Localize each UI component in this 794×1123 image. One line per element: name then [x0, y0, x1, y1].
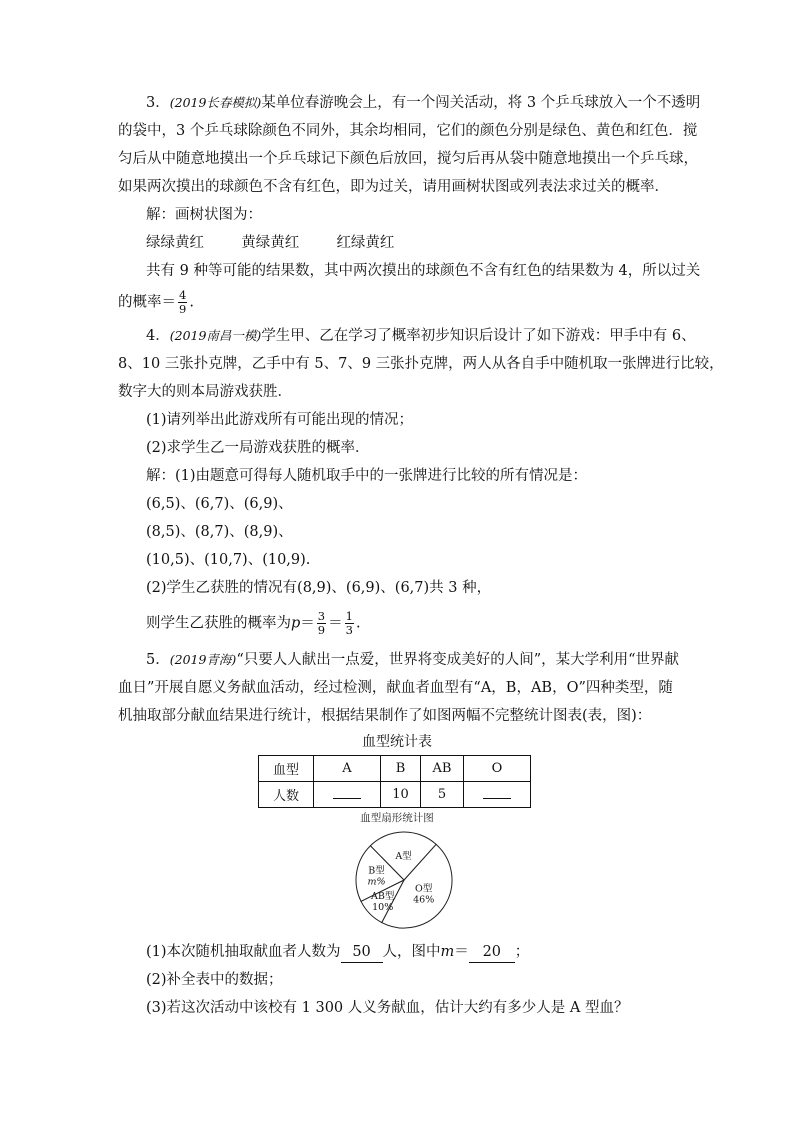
q5-answer-count: 50 [341, 942, 383, 963]
table-header-cell: A [314, 756, 381, 782]
q3-probability-fraction [178, 289, 187, 316]
q5-number: 5． [146, 652, 170, 668]
table-header-row [259, 756, 531, 782]
q3-text-1: 某单位春游晚会上，有一个闯关活动，将 3 个乒乓球放入一个不透明 [261, 95, 701, 111]
q5-sub-1-suffix: ； [514, 944, 530, 960]
q3-fraction-numerator: 4 [179, 288, 187, 302]
table-cell-ab: 5 [421, 782, 464, 808]
q4-equals-2: ＝ [328, 615, 343, 632]
q3-prob-suffix: . [189, 294, 194, 311]
table-row-label: 人数 [259, 782, 314, 808]
blank-a [333, 786, 361, 799]
q5-sub-2: (2)补全表中的数据； [146, 972, 283, 988]
q4-fraction-2-numerator: 1 [345, 609, 353, 623]
q5-sub-1 [146, 942, 529, 963]
q4-fraction-1 [317, 610, 326, 637]
q4-line-2: 8、10 三张扑克牌，乙手中有 5、7、9 三张扑克牌，两人从各自手中随机取一张牌进行比较， [118, 356, 724, 372]
q3-line-4: 如果两次摸出的球颜色不含有红色，即为过关，请用画树状图或列表法求过关的概率． [118, 179, 669, 195]
table-data-row [259, 782, 531, 808]
q4-case-row-3: (10,5)、(10,7)、(10,9). [146, 552, 311, 568]
table-title: 血型统计表 [362, 734, 432, 750]
q4-solution-1: 解：(1)由题意可得每人随机取手中的一张牌进行比较的所有情况是： [146, 468, 588, 484]
q3-fraction-denominator: 9 [179, 302, 187, 316]
pie-slice-name: O型 [415, 883, 433, 895]
pie-slice-name: A型 [395, 851, 412, 862]
q4-fraction-1-denominator: 9 [317, 623, 326, 637]
blood-type-table [258, 755, 531, 808]
q4-solution-2: (2)学生乙获胜的情况有(8,9)、(6,9)、(6,7)共 3 种， [146, 580, 492, 596]
q4-prob-prefix: 则学生乙获胜的概率为 [146, 615, 291, 632]
q4-case-row-1: (6,5)、(6,7)、(6,9)、 [146, 496, 293, 512]
tree-branch-3: 红绿黄红 [336, 235, 395, 251]
q4-line-1 [146, 326, 696, 346]
q5-sub-1-prefix: (1)本次随机抽取献血者人数为 [146, 944, 341, 960]
q4-p-symbol: p [291, 615, 301, 632]
pie-title: 血型扇形统计图 [360, 812, 434, 824]
q3-source: (2019长春模拟) [169, 95, 262, 110]
table-header-cell: 血型 [259, 756, 314, 782]
q4-prob-suffix: . [355, 615, 361, 632]
q3-result-line-2 [118, 289, 194, 316]
tree-branch-2: 黄绿黄红 [241, 235, 300, 251]
tree-branch-1: 绿绿黄红 [146, 235, 204, 251]
table-cell-o [464, 782, 531, 808]
q4-number: 4． [146, 328, 170, 344]
q5-text-1: “只要人人献出一点爱，世界将变成美好的人间”，某大学利用“世界献 [236, 652, 680, 668]
table-header-cell: O [464, 756, 531, 782]
q3-prob-prefix: 的概率＝ [118, 294, 176, 311]
q4-text-1: 学生甲、乙在学习了概率初步知识后设计了如下游戏：甲手中有 6、 [261, 328, 696, 344]
q3-tree-diagram [146, 233, 394, 253]
q4-case-row-2: (8,5)、(8,7)、(8,9)、 [146, 524, 293, 540]
pie-slice-name: AB型 [371, 890, 395, 902]
q3-line-2: 的袋中，3 个乒乓球除颜色不同外，其余均相同，它们的颜色分别是绿色、黄色和红色．搅 [118, 123, 698, 139]
pie-slice-percent: 10% [372, 901, 394, 913]
q5-source: (2019青海) [169, 652, 237, 667]
q4-solution-3 [146, 610, 361, 637]
q4-equals-1: ＝ [300, 615, 315, 632]
q5-line-1 [146, 650, 679, 670]
q5-sub-1-mid: 人，图中 [382, 944, 441, 960]
q5-line-2: 血日”开展自愿义务献血活动，经过检测，献血者血型有“A，B，AB，O”四种类型，随 [118, 680, 673, 696]
q4-part-2: (2)求学生乙一局游戏获胜的概率． [146, 440, 370, 456]
q5-sub-3: (3)若这次活动中该校有 1 300 人义务献血，估计大约有多少人是 A 型血？ [146, 1000, 629, 1016]
table-cell-b: 10 [381, 782, 421, 808]
q3-solution-label: 解：画树状图为： [146, 207, 262, 223]
table-cell-a [314, 782, 381, 808]
table-header-cell: AB [421, 756, 464, 782]
pie-slice-percent: 46% [413, 894, 435, 906]
q4-fraction-1-numerator: 3 [317, 609, 326, 623]
q4-fraction-2 [345, 610, 354, 637]
pie-slice-percent: m% [367, 876, 386, 888]
q5-line-3: 机抽取部分献血结果进行统计，根据结果制作了如图两幅不完整统计图表(表，图)： [118, 708, 652, 724]
q5-equals: ＝ [454, 944, 469, 960]
q4-line-3: 数字大的则本局游戏获胜． [118, 384, 292, 400]
q3-line-1 [146, 93, 700, 113]
pie-slice-name: B型 [368, 865, 385, 877]
blank-o [483, 786, 511, 799]
q4-part-1: (1)请列举出此游戏所有可能出现的情况； [146, 412, 414, 428]
q4-fraction-2-denominator: 3 [345, 623, 353, 637]
blood-type-pie-chart [340, 820, 470, 940]
q3-result-line-1: 共有 9 种等可能的结果数，其中两次摸出的球颜色不含有红色的结果数为 4，所以过关 [146, 263, 701, 279]
q3-line-3: 匀后从中随意地摸出一个乒乓球记下颜色后放回，搅匀后再从袋中随意地摸出一个乒乓球， [118, 151, 698, 167]
table-header-cell: B [381, 756, 421, 782]
q5-answer-m: 20 [469, 942, 515, 963]
q3-number: 3． [146, 95, 170, 111]
q4-source: (2019南昌一模) [169, 328, 262, 343]
q5-m-symbol: m [440, 944, 455, 960]
